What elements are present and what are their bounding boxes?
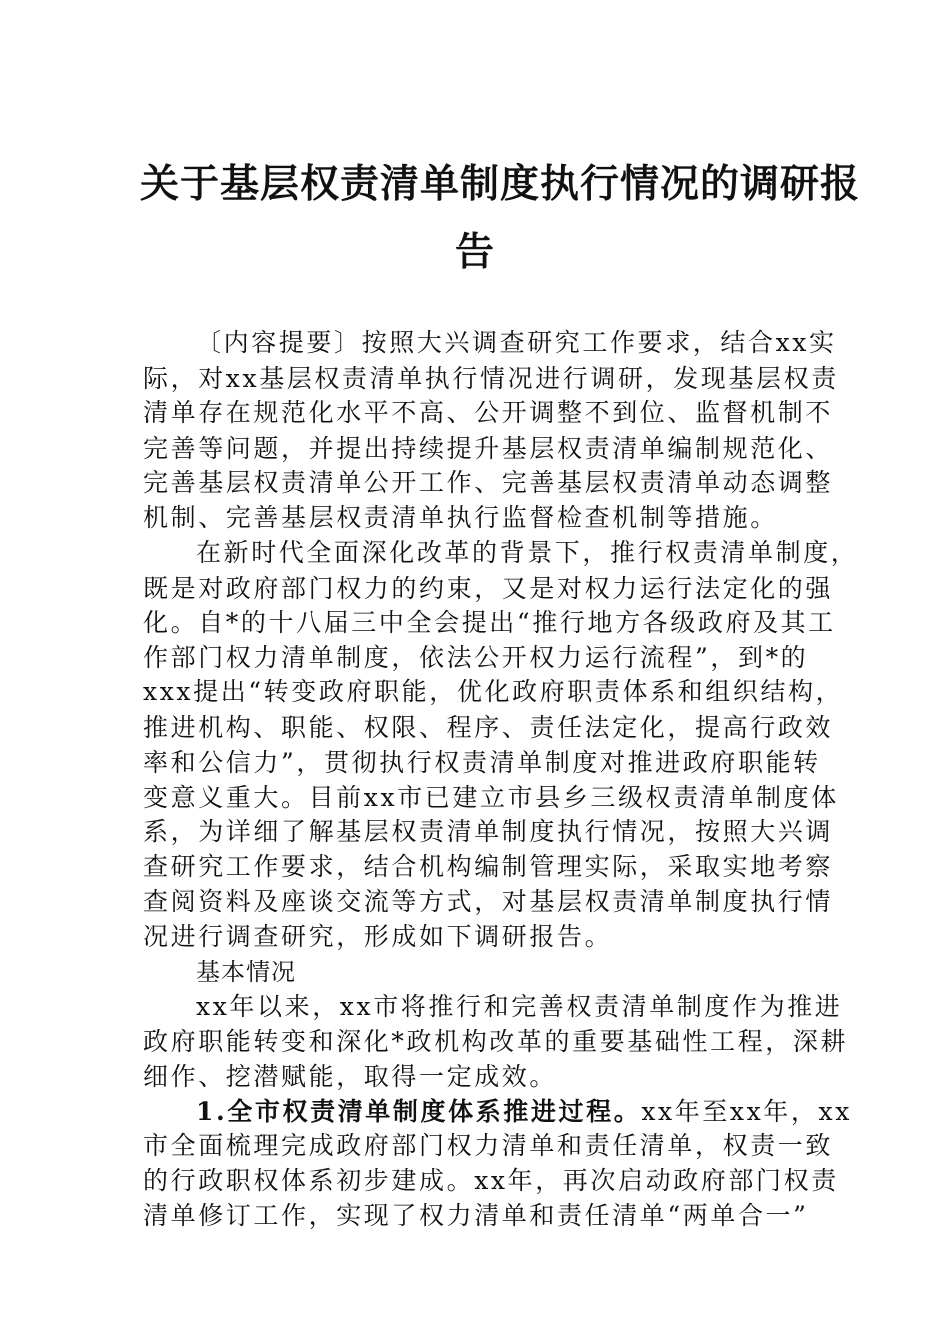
intro-line: 推进机构、职能、权限、程序、责任法定化，提高行政效 bbox=[143, 713, 834, 742]
intro-line: xxx提出“转变政府职能，优化政府职责体系和组织结构， bbox=[143, 677, 844, 706]
abstract-line: 清单存在规范化水平不高、公开调整不到位、监督机制不 bbox=[143, 398, 834, 427]
basic-line: xx年以来，xx市将推行和完善权责清单制度作为推进 bbox=[196, 992, 843, 1021]
basic-line: 细作、挖潜赋能，取得一定成效。 bbox=[143, 1062, 558, 1091]
intro-line: 况进行调查研究，形成如下调研报告。 bbox=[143, 922, 613, 951]
abstract-line: 际，对xx基层权责清单执行情况进行调研，发现基层权责 bbox=[143, 364, 839, 393]
item-1-first-line bbox=[196, 1097, 852, 1127]
abstract-line: 机制、完善基层权责清单执行监督检查机制等措施。 bbox=[143, 503, 778, 532]
document-title-line-1: 关于基层权责清单制度执行情况的调研报 bbox=[140, 161, 861, 207]
intro-line: 查研究工作要求，结合机构编制管理实际，采取实地考察 bbox=[143, 852, 834, 881]
document-title-line-2: 告 bbox=[454, 229, 495, 275]
abstract-line: 完善等问题，并提出持续提升基层权责清单编制规范化、 bbox=[143, 434, 834, 463]
abstract-line: 完善基层权责清单公开工作、完善基层权责清单动态调整 bbox=[143, 468, 834, 497]
item-1-line: 市全面梳理完成政府部门权力清单和责任清单，权责一致 bbox=[143, 1131, 834, 1160]
intro-line: 化。自*的十八届三中全会提出“推行地方各级政府及其工 bbox=[143, 608, 836, 637]
intro-line: 率和公信力”，贯彻执行权责清单制度对推进政府职能转 bbox=[143, 748, 821, 777]
item-1-first-rest: xx年至xx年，xx bbox=[641, 1097, 852, 1126]
intro-line: 变意义重大。目前xx市已建立市县乡三级权责清单制度体 bbox=[143, 783, 839, 812]
item-1-line: 的行政职权体系初步建成。xx年，再次启动政府部门权责 bbox=[143, 1166, 839, 1195]
intro-line: 在新时代全面深化改革的背景下，推行权责清单制度， bbox=[196, 538, 859, 567]
intro-line: 系，为详细了解基层权责清单制度执行情况，按照大兴调 bbox=[143, 817, 834, 846]
intro-line: 查阅资料及座谈交流等方式，对基层权责清单制度执行情 bbox=[143, 887, 834, 916]
section-heading: 基本情况 bbox=[196, 958, 296, 986]
intro-line: 作部门权力清单制度，依法公开权力运行流程”，到*的 bbox=[143, 643, 809, 672]
abstract-line: 〔内容提要〕按照大兴调查研究工作要求，结合xx实 bbox=[196, 328, 837, 357]
intro-line: 既是对政府部门权力的约束，又是对权力运行法定化的强 bbox=[143, 574, 834, 603]
item-1-lead: 1.全市权责清单制度体系推进过程。 bbox=[196, 1097, 642, 1126]
basic-line: 政府职能转变和深化*政机构改革的重要基础性工程，深耕 bbox=[143, 1027, 849, 1056]
item-1-line: 清单修订工作，实现了权力清单和责任清单“两单合一” bbox=[143, 1201, 809, 1230]
